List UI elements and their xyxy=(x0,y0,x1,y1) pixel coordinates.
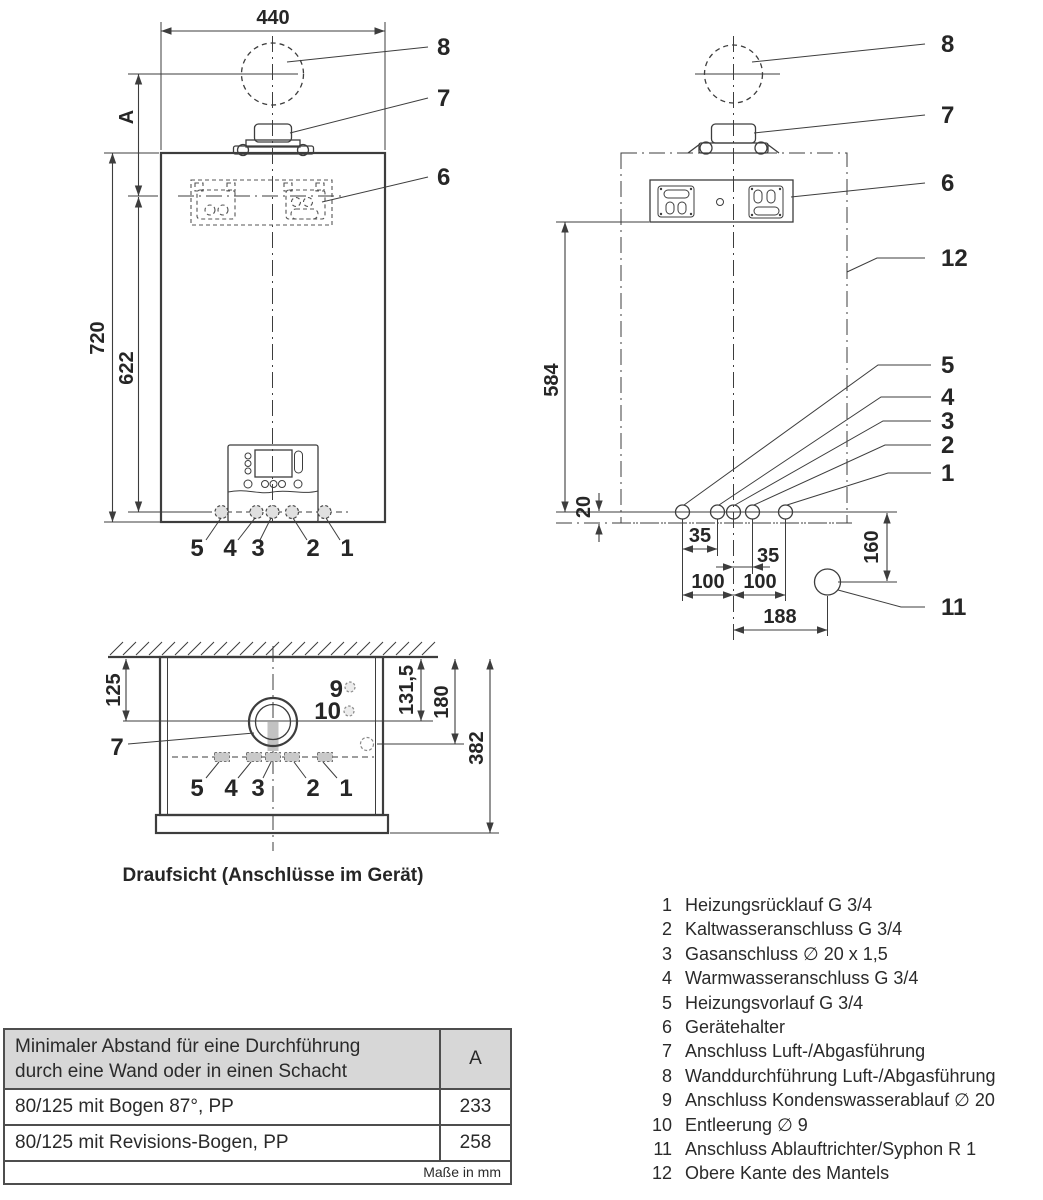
side-callout-11: 11 xyxy=(941,594,967,621)
front-connections xyxy=(190,506,353,563)
legend-item xyxy=(632,917,996,941)
front-bracket-detail xyxy=(178,180,342,225)
legend-item xyxy=(632,1113,996,1137)
top-port-10 xyxy=(344,706,354,716)
top-view-caption: Draufsicht (Anschlüsse im Gerät) xyxy=(122,865,424,886)
side-dim-35-right xyxy=(716,545,779,567)
front-callout-5: 5 xyxy=(190,535,204,562)
legend-item-label: Wanddurchführung Luft-/Abgasführung xyxy=(685,1065,996,1086)
top-callout-10: 10 xyxy=(314,698,341,725)
legend-item-label: Entleerung ∅ 9 xyxy=(685,1114,808,1135)
front-callout-6: 6 xyxy=(437,164,451,191)
svg-text:584: 584 xyxy=(541,363,563,397)
legend-item-label: Kaltwasseranschluss G 3/4 xyxy=(685,919,903,940)
top-callout-5: 5 xyxy=(190,775,204,802)
top-callout-7: 7 xyxy=(110,734,124,761)
side-callout-6: 6 xyxy=(941,170,955,197)
panel-display xyxy=(255,450,292,477)
legend-item xyxy=(632,991,996,1015)
side-callout-2: 2 xyxy=(941,432,955,459)
legend-item-number: 10 xyxy=(651,1114,672,1135)
side-leaders xyxy=(684,352,955,505)
svg-text:A: A xyxy=(116,109,138,125)
legend-item-label: Heizungsrücklauf G 3/4 xyxy=(685,895,873,915)
legend-list xyxy=(632,893,996,1186)
svg-text:720: 720 xyxy=(87,321,109,355)
side-callout-5: 5 xyxy=(941,352,955,379)
front-callout-7: 7 xyxy=(437,85,451,112)
side-callout-7: 7 xyxy=(941,102,955,129)
side-callout-12: 12 xyxy=(941,245,968,272)
svg-text:180: 180 xyxy=(431,685,453,719)
top-callout-4: 4 xyxy=(224,775,238,802)
front-callout-1: 1 xyxy=(340,535,354,562)
top-port-9 xyxy=(345,682,355,692)
legend-item-number: 8 xyxy=(661,1065,672,1086)
front-dim-720 xyxy=(87,153,161,522)
legend-item-number: 11 xyxy=(653,1138,672,1159)
legend-item-number: 4 xyxy=(661,968,672,989)
clearance-table xyxy=(3,1028,512,1185)
top-front-panel xyxy=(156,815,388,833)
svg-text:125: 125 xyxy=(103,673,125,707)
svg-text:382: 382 xyxy=(466,731,488,765)
legend-item xyxy=(632,1161,996,1185)
legend-item-number: 6 xyxy=(661,1016,672,1037)
front-callout-8: 8 xyxy=(437,34,451,61)
side-callout-1: 1 xyxy=(941,460,955,487)
front-flue-connector xyxy=(234,124,314,156)
legend-item xyxy=(632,942,996,966)
side-dim-20 xyxy=(573,493,599,542)
side-dim-35-left xyxy=(683,525,718,549)
svg-text:100: 100 xyxy=(743,571,777,593)
front-dim-622 xyxy=(116,196,210,512)
front-dim-a xyxy=(116,74,139,196)
side-bracket-plate xyxy=(650,180,793,222)
table-row: 80/125 mit Revisions-Bogen, PP 258 xyxy=(5,1126,510,1162)
legend-item-number: 12 xyxy=(651,1163,672,1184)
legend-item-number: 9 xyxy=(661,1090,672,1111)
top-callout-9: 9 xyxy=(329,676,343,703)
svg-text:20: 20 xyxy=(573,495,595,519)
side-dim-188 xyxy=(734,606,828,630)
table-footnote: Maße in mm xyxy=(423,1164,501,1180)
legend-item-number: 5 xyxy=(661,992,672,1013)
svg-text:35: 35 xyxy=(688,525,712,547)
legend-item-label: Heizungsvorlauf G 3/4 xyxy=(685,992,864,1013)
top-dim-125 xyxy=(103,659,126,721)
svg-text:440: 440 xyxy=(256,7,290,29)
top-port-hidden xyxy=(361,738,374,751)
svg-text:160: 160 xyxy=(861,530,883,564)
legend-item xyxy=(632,966,996,990)
legend-item-number: 1 xyxy=(661,895,672,915)
svg-text:622: 622 xyxy=(116,351,138,385)
legend-item-number: 7 xyxy=(661,1041,672,1062)
top-view xyxy=(103,642,499,886)
front-callout-4: 4 xyxy=(223,535,237,562)
legend-item xyxy=(632,1137,996,1161)
side-dim-100-left xyxy=(683,571,734,595)
table-header-label: Minimaler Abstand für eine Durchführung durch eine Wand oder in einen Schacht xyxy=(15,1036,361,1082)
side-dim-584 xyxy=(541,222,649,512)
side-view xyxy=(541,31,968,640)
legend-item-number: 3 xyxy=(661,943,672,964)
side-siphon-circle xyxy=(815,569,841,595)
legend-item xyxy=(632,1039,996,1063)
front-callout-3: 3 xyxy=(251,535,265,562)
svg-text:100: 100 xyxy=(691,571,725,593)
legend-item xyxy=(632,1088,996,1112)
legend-item-label: Gasanschluss ∅ 20 x 1,5 xyxy=(685,943,888,964)
table-header-col-a: A xyxy=(439,1030,510,1088)
legend-item-label: Gerätehalter xyxy=(685,1016,786,1037)
legend-item-label: Warmwasseranschluss G 3/4 xyxy=(685,968,919,989)
table-header-row xyxy=(5,1030,510,1090)
front-view xyxy=(87,7,450,562)
side-callout-3: 3 xyxy=(941,408,955,435)
side-callout-8: 8 xyxy=(941,31,955,58)
svg-text:131,5: 131,5 xyxy=(396,664,418,716)
legend-item xyxy=(632,1015,996,1039)
svg-text:35: 35 xyxy=(757,545,780,567)
top-dim-131-5 xyxy=(396,659,421,721)
top-callout-1: 1 xyxy=(339,775,353,802)
legend-item-label: Anschluss Ablauftrichter/Syphon R 1 xyxy=(685,1138,977,1159)
legend-item-label: Anschluss Kondenswasserablauf ∅ 20 xyxy=(685,1090,995,1111)
legend-item-number: 2 xyxy=(661,919,672,940)
legend-item xyxy=(632,893,996,917)
legend-item-label: Anschluss Luft-/Abgasführung xyxy=(685,1041,926,1062)
top-callout-3: 3 xyxy=(251,775,265,802)
table-row: 80/125 mit Bogen 87°, PP 233 xyxy=(5,1090,510,1126)
top-callout-2: 2 xyxy=(306,775,320,802)
legend-item xyxy=(632,1064,996,1088)
side-callout-4: 4 xyxy=(941,384,955,411)
front-callout-2: 2 xyxy=(306,535,320,562)
legend-item-label: Obere Kante des Mantels xyxy=(685,1163,890,1184)
side-dim-100-right xyxy=(734,571,786,595)
svg-text:188: 188 xyxy=(763,606,797,628)
